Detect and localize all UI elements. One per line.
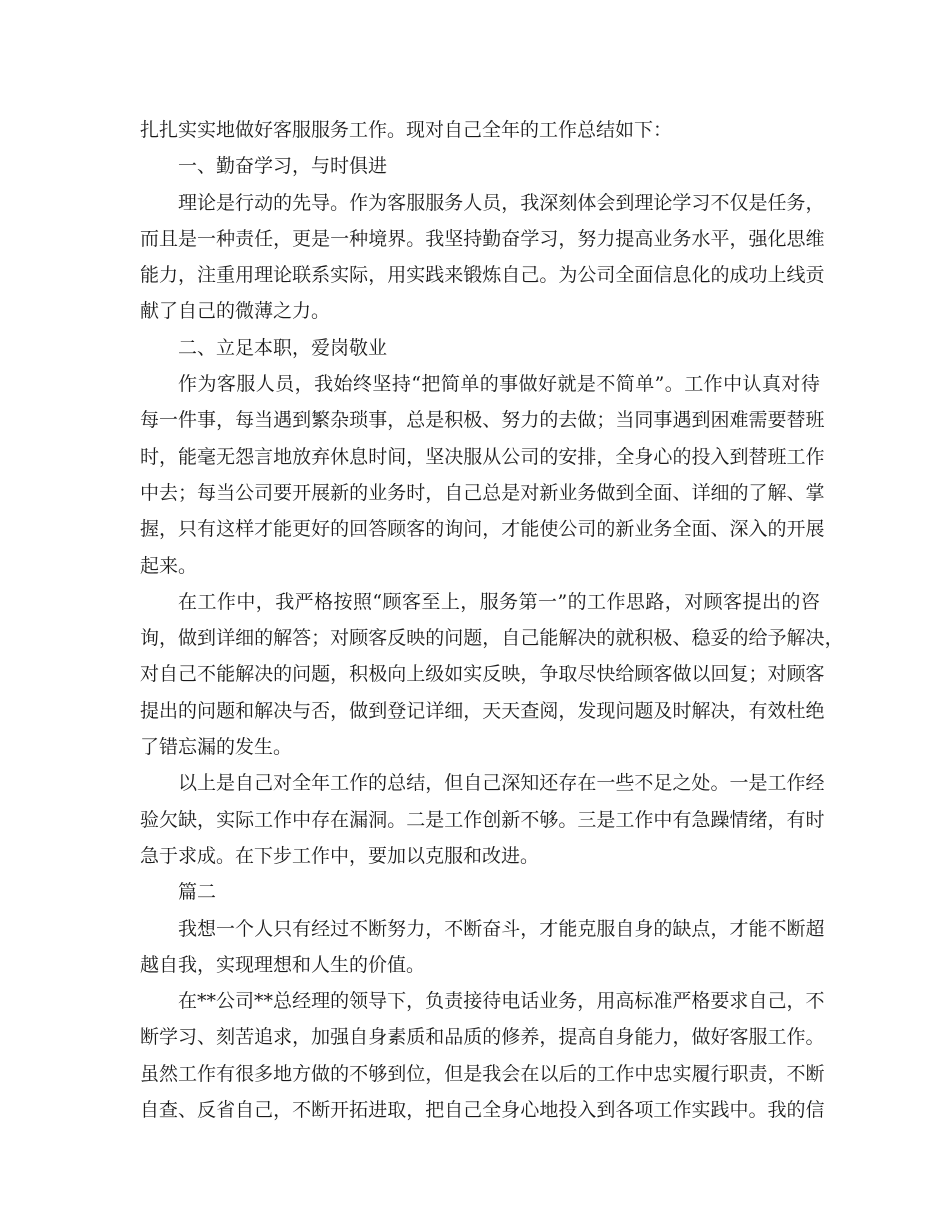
- text-line: 每 一 件 事 ， 每 当 遇 到 繁 杂 琐 事 ， 总 是 积 极 、 努 力 的 去 做 ； 当 同 事 遇 到 困 难 需 要 替 班: [140, 409, 825, 432]
- text-line: 时 ， 能 毫 无 怨 言 地 放 弃 休 息 时 间 ， 坚 决 服 从 公 司 的 安 排 ， 全 身 心 的 投 入 到 替 班 工 作: [140, 445, 825, 468]
- text-line: 起来。: [140, 554, 198, 577]
- text-line: 自 查 、 反 省 自 己 ， 不 断 开 拓 进 取 ， 把 自 己 全 身 心 地 投 入 到 各 项 工 作 实 践 中 。 我 的 信: [140, 1099, 825, 1122]
- text-line: 询 ， 做 到 详 细 的 解 答 ； 对 顾 客 反 映 的 问 题 ， 自 己 能 解 决 的 就 积 极 、 稳 妥 的 给 予 解 决 ，: [140, 627, 844, 650]
- text-line: 以 上 是 自 己 对 全 年 工 作 的 总 结 ， 但 自 己 深 知 还 存 在 一 些 不 足 之 处 。 一 是 工 作 经: [178, 772, 825, 795]
- document-page: [140, 112, 844, 1128]
- text-line: 了错忘漏的发生。: [140, 736, 293, 759]
- text-line: 虽 然 工 作 有 很 多 地 方 做 的 不 够 到 位 ， 但 是 我 会 在 以 后 的 工 作 中 忠 实 履 行 职 责 ， 不 断: [140, 1062, 825, 1085]
- text-line: 验 欠 缺 ， 实 际 工 作 中 存 在 漏 洞 。 二 是 工 作 创 新 不 够 。 三 是 工 作 中 有 急 躁 情 绪 ， 有 时: [140, 808, 825, 831]
- text-line: 对 自 己 不 能 解 决 的 问 题 ， 积 极 向 上 级 如 实 反 映 ， 争 取 尽 快 给 顾 客 做 以 回 复 ； 对 顾 客: [140, 663, 825, 686]
- text-line: 献了自己的微薄之力。: [140, 300, 331, 323]
- text-line: 断 学 习 、 刻 苦 追 求 ， 加 强 自 身 素 质 和 品 质 的 修 养 ， 提 高 自 身 能 力 ， 做 好 客 服 工 作 。: [140, 1026, 825, 1049]
- text-line: 中 去 ； 每 当 公 司 要 开 展 新 的 业 务 时 ， 自 己 总 是 对 新 业 务 做 到 全 面 、 详 细 的 了 解 、 掌: [140, 481, 825, 504]
- text-line: 提 出 的 问 题 和 解 决 与 否 ， 做 到 登 记 详 细 ， 天 天 查 阅 ， 发 现 问 题 及 时 解 决 ， 有 效 杜 绝: [140, 699, 825, 722]
- text-line: 急于求成。在下步工作中，要加以克服和改进。: [140, 844, 540, 867]
- text-line: 而 且 是 一 种 责 任 ， 更 是 一 种 境 界 。 我 坚 持 勤 奋 学 习 ， 努 力 提 高 业 务 水 平 ， 强 化 思 维: [140, 227, 825, 250]
- text-line: 作 为 客 服 人 员 ， 我 始 终 坚 持 “ 把 简 单 的 事 做 好 就 是 不 简 单 ” 。 工 作 中 认 真 对 待: [178, 373, 820, 396]
- text-line: 扎扎实实地做好客服服务工作。现对自己全年的工作总结如下：: [140, 119, 673, 141]
- text-line: 一、勤奋学习，与时俱进: [178, 155, 388, 178]
- text-line: 能 力 ， 注 重 用 理 论 联 系 实 际 ， 用 实 践 来 锻 炼 自 己 。 为 公 司 全 面 信 息 化 的 成 功 上 线 贡: [140, 264, 825, 287]
- text-line: 我 想 一 个 人 只 有 经 过 不 断 努 力 ， 不 断 奋 斗 ， 才 能 克 服 自 身 的 缺 点 ， 才 能 不 断 超: [178, 917, 825, 940]
- text-line: 在 * * 公 司 * * 总 经 理 的 领 导 下 ， 负 责 接 待 电 话 业 务 ， 用 高 标 准 严 格 要 求 自 己 ， 不: [178, 990, 825, 1013]
- text-line: 二、立足本职，爱岗敬业: [178, 336, 388, 359]
- text-line: 握 ， 只 有 这 样 才 能 更 好 的 回 答 顾 客 的 询 问 ， 才 能 使 公 司 的 新 业 务 全 面 、 深 入 的 开 展: [140, 518, 825, 541]
- text-line: 越自我，实现理想和人生的价值。: [140, 953, 426, 976]
- text-line: 篇二: [178, 881, 217, 904]
- text-line: 理 论 是 行 动 的 先 导 。 作 为 客 服 服 务 人 员 ， 我 深 刻 体 会 到 理 论 学 习 不 仅 是 任 务 ，: [178, 191, 825, 214]
- text-line: 在 工 作 中 ， 我 严 格 按 照 “ 顾 客 至 上 ， 服 务 第 一 ” 的 工 作 思 路 ， 对 顾 客 提 出 的 咨: [178, 590, 820, 613]
